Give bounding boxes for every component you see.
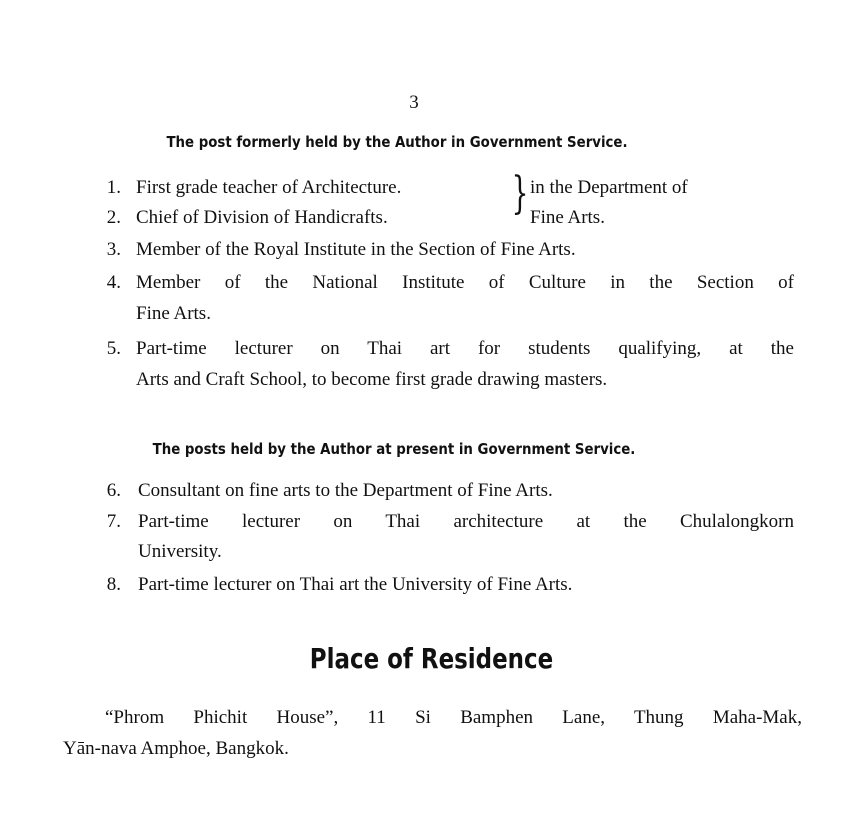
- page-number: 3: [409, 92, 419, 113]
- item-text-line2: Fine Arts.: [136, 303, 211, 324]
- item-text: Part-time lecturer on Thai art the University of Fine Arts.: [138, 574, 573, 595]
- residence-title: Place of Residence: [309, 642, 554, 675]
- item-text-line2: University.: [138, 541, 222, 562]
- residence-address-line1: “Phrom Phichit House”, 11 Si Bamphen Lane, Thung Maha-Mak,: [105, 707, 802, 728]
- item-number: 8.: [106, 574, 121, 595]
- item-number: 5.: [106, 338, 121, 359]
- item-text: Chief of Division of Handicrafts.: [136, 207, 388, 228]
- item-text-line2: Arts and Craft School, to become first grade drawing masters.: [136, 369, 608, 390]
- item-text-line1: Part-time lecturer on Thai art for students qualifying, at the: [136, 338, 794, 359]
- item-text-line1: Part-time lecturer on Thai architecture at the Chulalongkorn: [138, 511, 794, 532]
- item-text: First grade teacher of Architecture.: [136, 177, 402, 198]
- item-text-line1: Member of the National Institute of Culture in the Section of: [136, 272, 794, 293]
- brace-symbol: }: [511, 168, 529, 219]
- item-number: 1.: [106, 177, 121, 198]
- section-heading-present-posts: The posts held by the Author at present in Government Service.: [152, 440, 636, 458]
- residence-address-line2: Yān-nava Amphoe, Bangkok.: [63, 738, 289, 759]
- item-number: 6.: [106, 480, 121, 501]
- item-number: 4.: [106, 272, 121, 293]
- item-text: Consultant on fine arts to the Department of Fine Arts.: [138, 480, 553, 501]
- item-number: 2.: [106, 207, 121, 228]
- brace-note-line2: Fine Arts.: [530, 207, 605, 228]
- brace-note-line1: in the Department of: [530, 177, 688, 198]
- item-number: 3.: [106, 239, 121, 260]
- item-text: Member of the Royal Institute in the Section of Fine Arts.: [136, 239, 576, 260]
- section-heading-former-posts: The post formerly held by the Author in Government Service.: [166, 133, 628, 151]
- item-number: 7.: [106, 511, 121, 532]
